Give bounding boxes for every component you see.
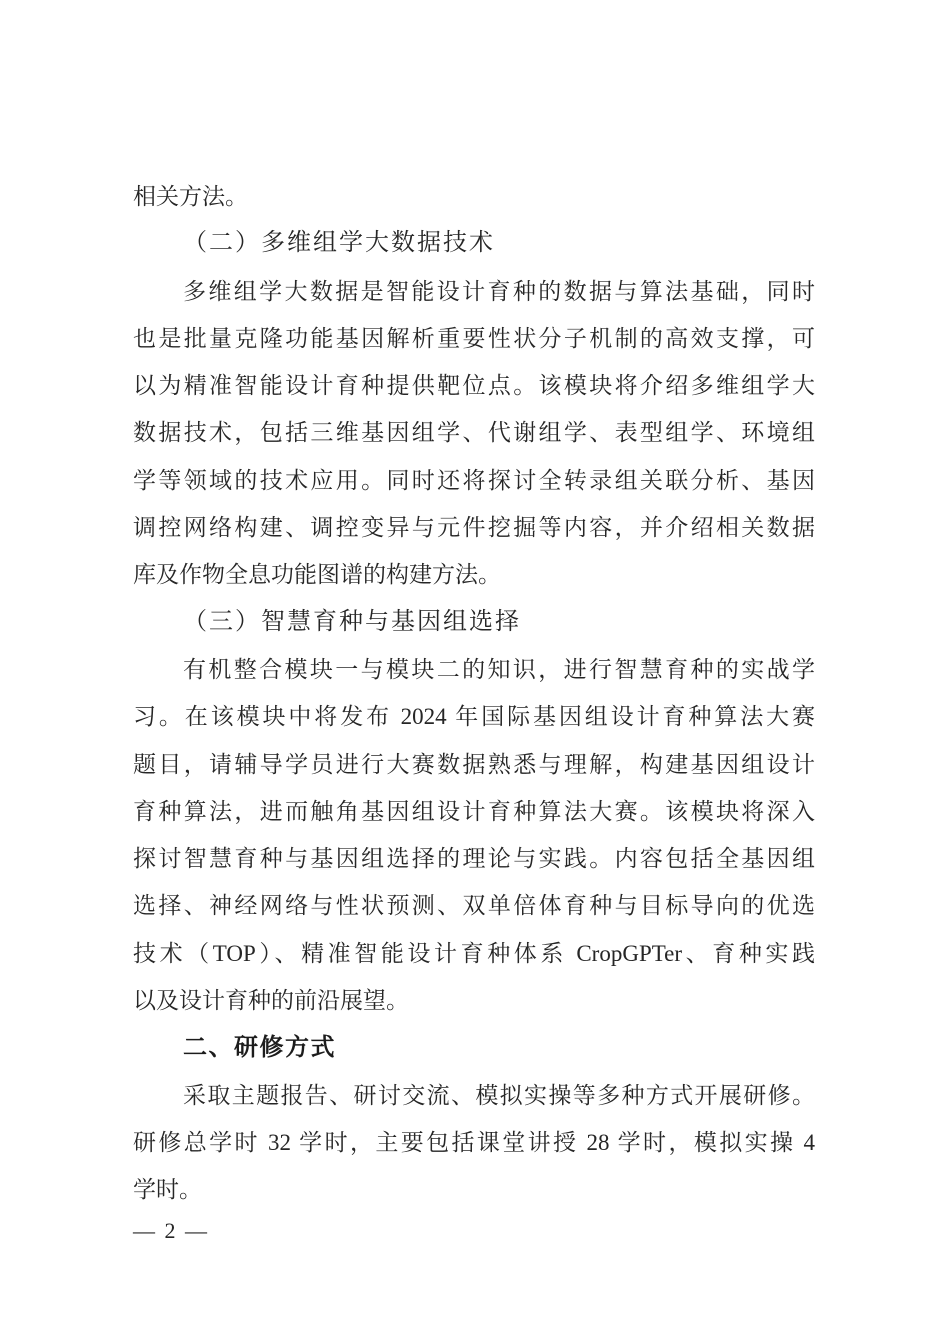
paragraph-line: 多维组学大数据是智能设计育种的数据与算法基础，同时 [183,278,815,304]
paragraph-line: 探讨智慧育种与基因组选择的理论与实践。内容包括全基因组 [133,846,815,872]
paragraph-line: 选择、神经网络与性状预测、双单倍体育种与目标导向的优选 [133,893,815,919]
paragraph-line: 调控网络构建、调控变异与元件挖掘等内容，并介绍相关数据 [133,515,815,541]
paragraph-line: 题目，请辅导学员进行大赛数据熟悉与理解，构建基因组设计 [133,751,815,777]
paragraph-end-line: 以及设计育种的前沿展望。 [133,988,409,1014]
paragraph-line: 以为精准智能设计育种提供靶位点。该模块将介绍多维组学大 [133,373,815,399]
paragraph-line: 数据技术，包括三维基因组学、代谢组学、表型组学、环境组 [133,420,815,446]
section-heading-module-3: （三）智慧育种与基因组选择 [183,608,521,635]
paragraph-line: 学等领域的技术应用。同时还将探讨全转录组关联分析、基因 [133,467,815,493]
paragraph-continuation-line: 相关方法。 [133,184,248,209]
paragraph-end-line: 库及作物全息功能图谱的构建方法。 [133,562,501,588]
paragraph-line: 习。在该模块中将发布 2024 年国际基因组设计育种算法大赛 [133,704,815,730]
document-page-body [133,173,815,1214]
paragraph-line: 采取主题报告、研讨交流、模拟实操等多种方式开展研修。 [183,1082,815,1108]
paragraph-end-line: 学时。 [133,1177,202,1203]
paragraph-line: 育种算法，进而触角基因组设计育种算法大赛。该模块将深入 [133,798,815,824]
section-heading-study-method: 二、研修方式 [183,1034,336,1062]
page-number: — 2 — [133,1218,209,1243]
paragraph-line: 技术（TOP）、精准智能设计育种体系 CropGPTer、育种实践 [133,940,815,966]
paragraph-line: 研修总学时 32 学时，主要包括课堂讲授 28 学时，模拟实操 4 [133,1129,815,1155]
paragraph-line: 也是批量克隆功能基因解析重要性状分子机制的高效支撑，可 [133,325,815,351]
section-heading-module-2: （二）多维组学大数据技术 [183,230,495,257]
paragraph-line: 有机整合模块一与模块二的知识，进行智慧育种的实战学 [183,656,815,682]
